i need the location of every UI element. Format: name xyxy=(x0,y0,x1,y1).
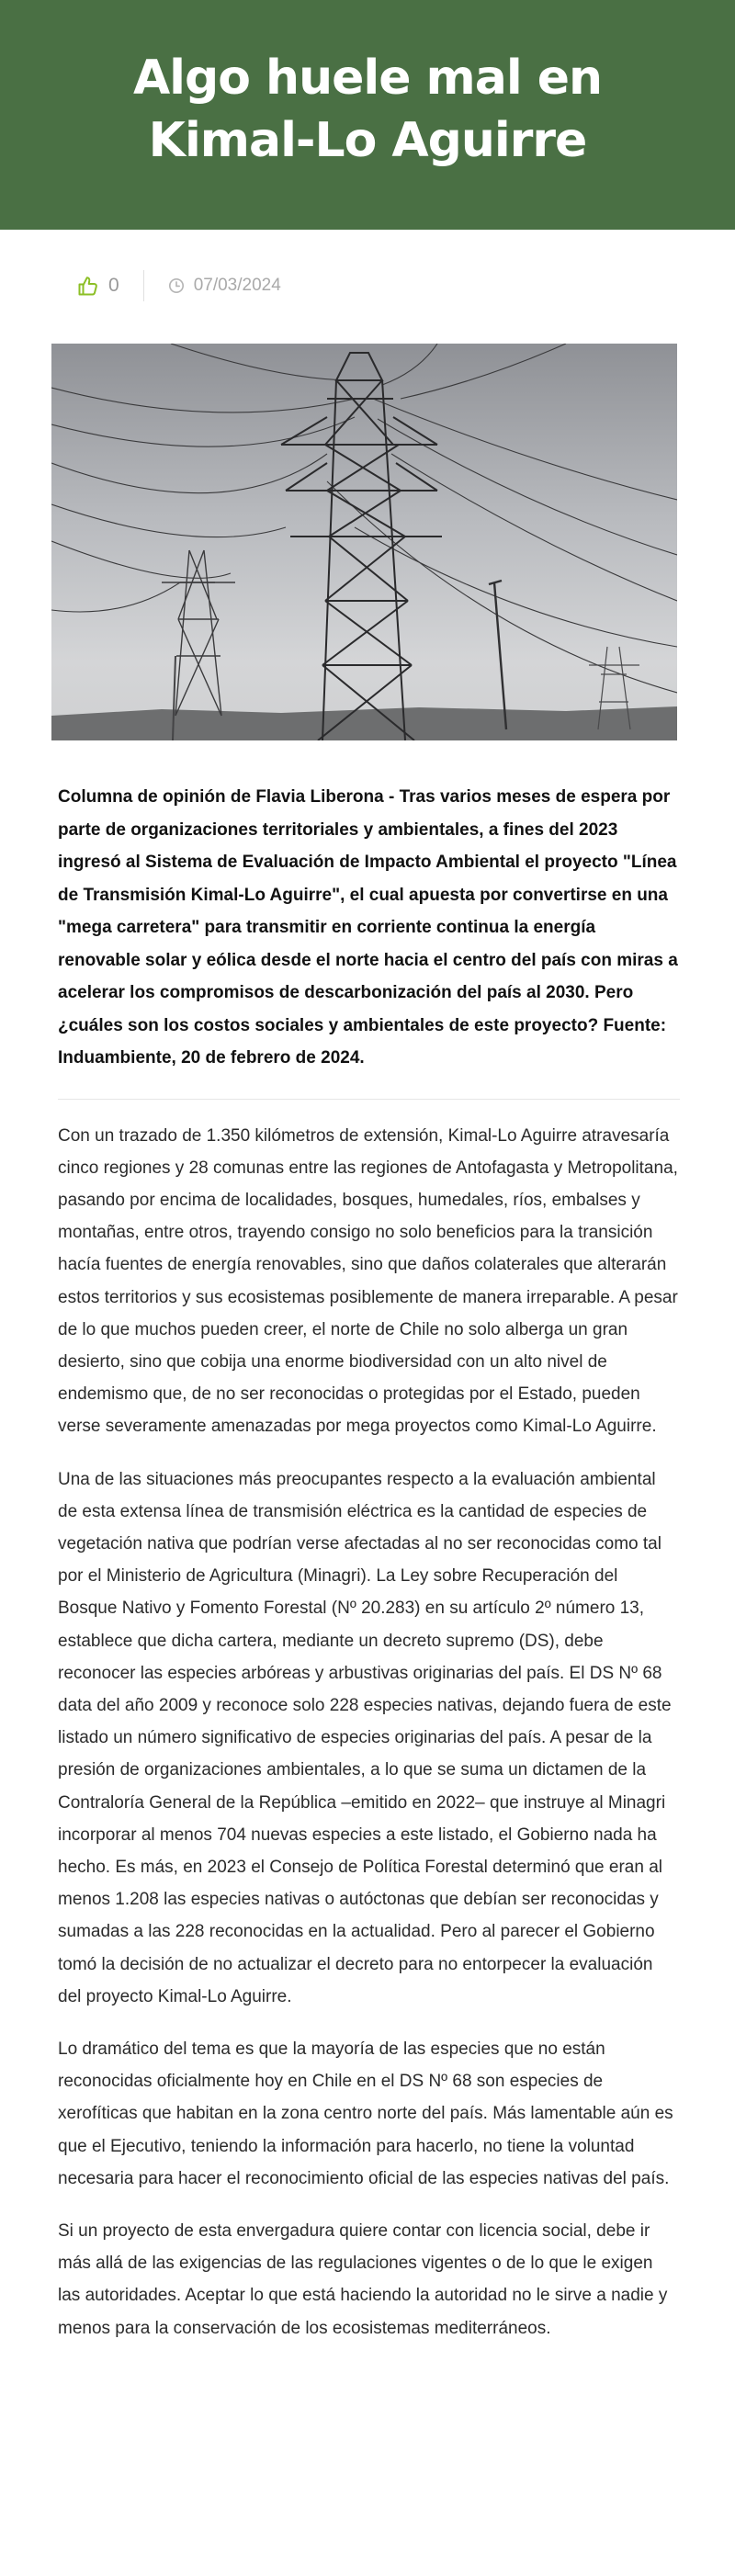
article-paragraph: Con un trazado de 1.350 kilómetros de extensión, Kimal-Lo Aguirre atravesaría cinco regiones y 28 comunas entre las regiones de Antofagasta y Metropolitana, pasando por encima de localidades, bosques, humedales, ríos, embalses y montañas, entre otros, trayendo consigo no solo beneficios para la transición hacía fuentes de energía renovables, sino que daños colaterales que alterarán estos territorios y sus ecosistemas posiblemente de manera irreparable. A pesar de lo que muchos pueden creer, el norte de Chile no solo alberga un gran desierto, sino que cobija una enorme biodiversidad con un alto nivel de endemismo que, de no ser reconocidas o protegidas por el Estado, pueden verse severamente amenazadas por mega proyectos como Kimal-Lo Aguirre. xyxy=(58,1125,678,1437)
article-paragraph: Lo dramático del tema es que la mayoría de las especies que no están reconocidas oficialmente hoy en Chile en el DS Nº 68 son especies de xerofíticas que habitan en la zona centro norte del país. Más lamentable aún es que el Ejecutivo, teniendo la información para hacerlo, no tiene la voluntad necesaria para hacer el reconocimiento oficial de las especies nativas del país. xyxy=(58,2039,673,2188)
like-count: 0 xyxy=(108,275,119,296)
like-button[interactable] xyxy=(77,275,119,297)
article-body xyxy=(0,781,735,2344)
article-image xyxy=(51,344,677,740)
publish-date-text: 07/03/2024 xyxy=(193,276,281,295)
article-paragraph: Si un proyecto de esta envergadura quiere contar con licencia social, debe ir más allá de las exigencias de las regulaciones vigentes o de lo que le exigen las autoridades. Aceptar lo que está haciendo la autoridad no le sirve a nadie y menos para la conservación de los ecosistemas mediterráneos. xyxy=(58,2221,668,2338)
publish-date xyxy=(168,276,281,296)
article-meta xyxy=(77,257,735,314)
thumbs-up-icon[interactable] xyxy=(77,275,99,297)
article-header xyxy=(0,0,735,230)
article-lead: Columna de opinión de Flavia Liberona - Tras varios meses de espera por parte de organizaciones territoriales y ambientales, a fines del 2023 ingresó al Sistema de Evaluación de Impacto Ambiental el proyecto "Línea de Transmisión Kimal-Lo Aguirre", el cual apuesta por convertirse en una "mega carretera" para transmitir en corriente continua la energía renovable solar y eólica desde el norte hacia el centro del país con miras a acelerar los compromisos de descarbonización del país al 2030. Pero ¿cuáles son los costos sociales y ambientales de este proyecto? Fuente: Induambiente, 20 de febrero de 2024. xyxy=(58,787,678,1068)
clock-icon xyxy=(168,277,185,294)
lead-divider xyxy=(58,1099,680,1100)
article-title: Algo huele mal en Kimal-Lo Aguirre xyxy=(132,51,603,168)
meta-divider xyxy=(143,270,144,301)
article-paragraph: Una de las situaciones más preocupantes respecto a la evaluación ambiental de esta extensa línea de transmisión eléctrica es la cantidad de especies de vegetación nativa que podrían verse afectadas al no ser reconocidas como tal por el Ministerio de Agricultura (Minagri). La Ley sobre Recuperación del Bosque Nativo y Fomento Forestal (Nº 20.283) en su artículo 2º número 13, establece que dicha cartera, mediante un decreto supremo (DS), debe reconocer las especies arbóreas y arbustivas originarias del país. El DS Nº 68 data del año 2009 y reconoce solo 228 especies nativas, dejando fuera de este listado un número significativo de especies originarias del país. A pesar de la presión de organizaciones ambientales, a lo que se suma un dictamen de la Contraloría General de la República –emitido en 2022– que instruye al Minagri incorporar al menos 704 nuevas especies a este listado, el Gobierno nada ha hecho. Es más, en 2023 el Consejo de Política Forestal determinó que eran al menos 1.208 las especies nativas o autóctonas que debían ser reconocidas y sumadas a las 228 reconocidas en la actualidad. Pero al parecer el Gobierno tomó la decisión de no actualizar el decreto para no entorpecer la evaluación del proyecto Kimal-Lo Aguirre. xyxy=(58,1469,672,2006)
